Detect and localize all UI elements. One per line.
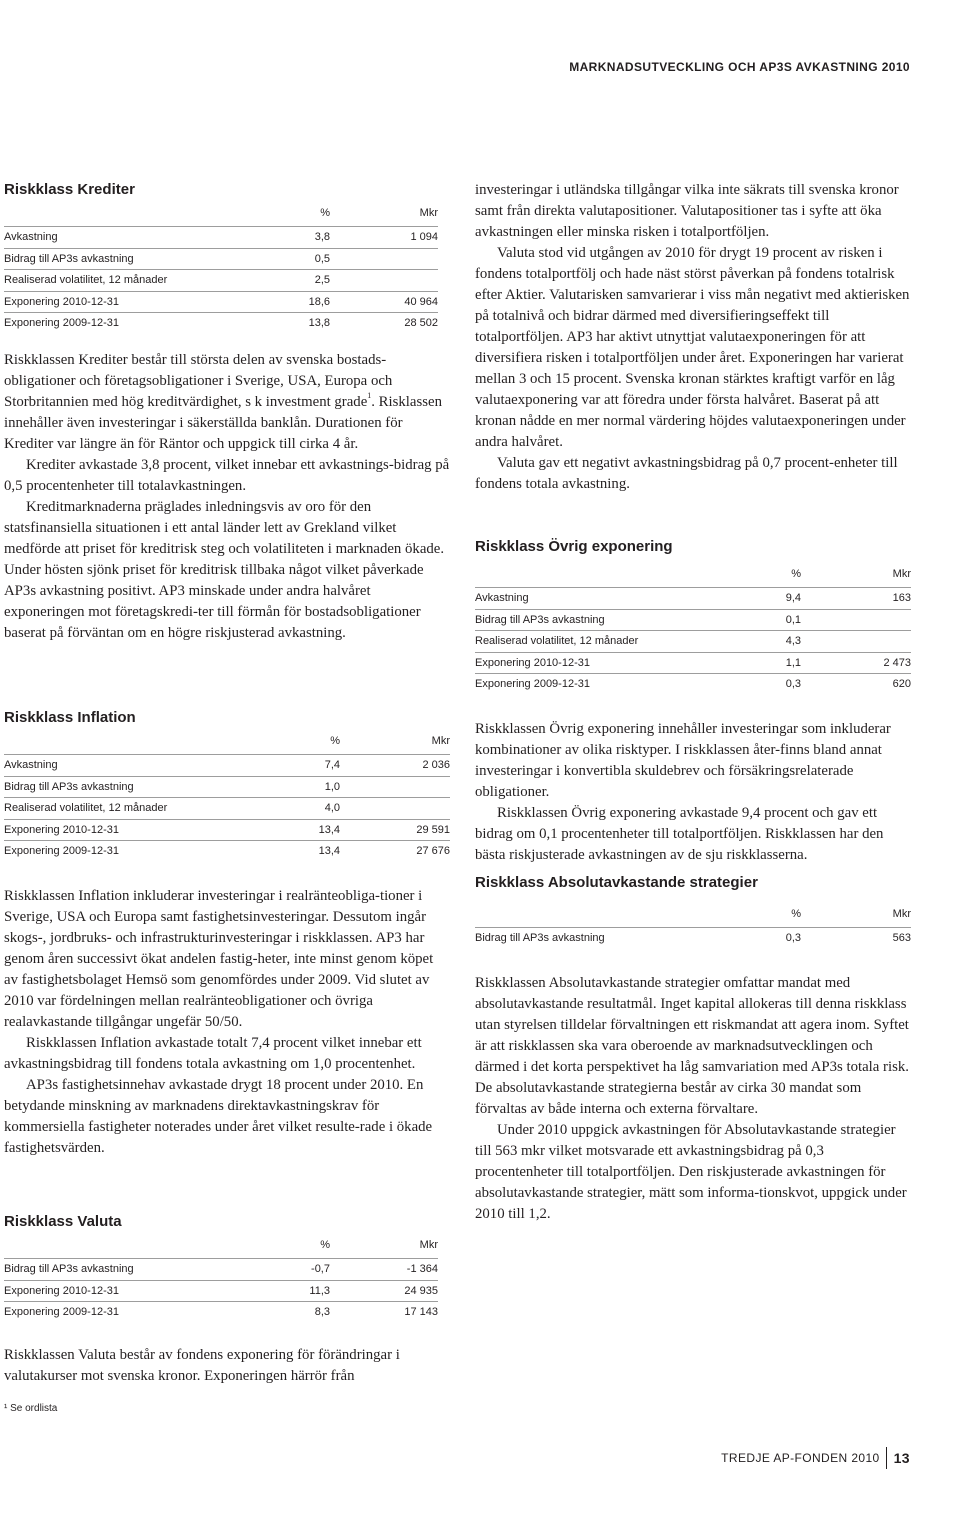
paragraph: investeringar i utländska tillgångar vilka inte säkrats till svenska kronor samt från direkta valutapositioner. Valutapositioner tas i syfte att öka avkastningen eller minska risken i totalportföljen.	[475, 182, 899, 240]
row-label: Realiserad volatilitet, 12 månader	[4, 270, 224, 292]
table-row	[475, 674, 911, 695]
row-label: Bidrag till AP3s avkastning	[4, 248, 224, 270]
row-pct: 13,4	[318, 845, 340, 858]
row-label: Bidrag till AP3s avkastning	[4, 1259, 224, 1281]
paragraph: Riskklassen Inflation avkastade totalt 7,4 procent vilket innebar ett avkastningsbidrag till fondens totala avkastning om 1,0 procentenhet.	[4, 1034, 422, 1072]
col-header-mkr: Mkr	[340, 728, 450, 755]
section-body	[475, 180, 915, 495]
col-header-mkr: Mkr	[330, 1232, 438, 1259]
row-mkr	[340, 776, 450, 798]
footnote-ref: 1	[367, 390, 372, 400]
row-pct: 8,3	[314, 1306, 330, 1319]
table-row	[4, 1280, 438, 1302]
row-mkr: 620	[892, 678, 911, 691]
row-mkr: 563	[892, 932, 911, 945]
col-header-pct: %	[224, 1232, 330, 1259]
key-figures-table	[4, 728, 450, 862]
row-mkr: 2 473	[801, 652, 911, 674]
row-label: Exponering 2010-12-31	[4, 819, 234, 841]
row-pct: 13,4	[234, 819, 340, 841]
row-pct: 0,3	[785, 932, 801, 945]
row-pct: 1,1	[695, 652, 801, 674]
row-mkr: 27 676	[416, 845, 450, 858]
section-body	[4, 886, 450, 1159]
section-body	[475, 973, 915, 1225]
row-mkr: 163	[801, 588, 911, 610]
col-header-pct: %	[224, 200, 330, 227]
row-pct: 1,0	[234, 776, 340, 798]
section-title: Riskklass Valuta	[4, 1213, 122, 1230]
row-pct: 3,8	[224, 227, 330, 249]
col-header-pct: %	[234, 728, 340, 755]
table-row	[4, 1302, 438, 1323]
section-body	[475, 719, 915, 866]
row-mkr: 28 502	[404, 317, 438, 330]
row-label: Exponering 2010-12-31	[4, 1280, 224, 1302]
row-mkr: 24 935	[330, 1280, 438, 1302]
row-pct: 7,4	[234, 755, 340, 777]
table-row	[4, 819, 450, 841]
row-pct: -0,7	[224, 1259, 330, 1281]
page-number: 13	[893, 1450, 910, 1466]
section-absolutavkastande	[475, 874, 915, 1225]
row-label: Avkastning	[475, 588, 695, 610]
key-figures-table	[4, 1232, 438, 1323]
row-pct: 0,1	[695, 609, 801, 631]
paragraph: Kreditmarknaderna präglades inledningsvis av oro för den statsfinansiella situationen i ett antal länder lett av Grekland vilket medförde att priset för kreditrisk steg och volatiliteten i marknaden ökade. Under hösten sjönk priset för kreditrisk tillbaka något vilket påverkade AP3s avkastning positivt. AP3 minskade under andra halvåret exponeringen mot företagskredi-ter till förmån för bostadsobligationer baserat på förväntan om en högre riskjusterad avkastning.	[4, 498, 445, 641]
row-pct: 2,5	[224, 270, 330, 292]
paragraph: Riskklassen Övrig exponering avkastade 9,4 procent och gav ett bidrag om 0,1 procentenheter till totalportföljen. Riskklassen har den bästa riskjusterade avkastningen av de sju riskklasserna.	[475, 804, 884, 863]
key-figures-table	[475, 901, 911, 949]
row-mkr: 2 036	[340, 755, 450, 777]
section-body	[4, 1345, 450, 1387]
table-row	[475, 928, 911, 949]
key-figures-table	[4, 200, 438, 334]
table-row	[475, 588, 911, 610]
row-label: Avkastning	[4, 227, 224, 249]
table-row	[4, 291, 438, 313]
table-row	[475, 631, 911, 653]
table-row	[4, 755, 450, 777]
row-mkr	[801, 609, 911, 631]
section-krediter	[4, 181, 450, 644]
running-header: MARKNADSUTVECKLING OCH AP3S AVKASTNING 2010	[569, 60, 910, 74]
row-mkr: 40 964	[330, 291, 438, 313]
row-mkr	[330, 248, 438, 270]
col-header-mkr: Mkr	[330, 200, 438, 227]
row-pct: 13,8	[308, 317, 330, 330]
table-row	[475, 609, 911, 631]
row-pct: 4,3	[695, 631, 801, 653]
col-header-mkr: Mkr	[801, 901, 911, 928]
page-footer	[721, 1447, 910, 1469]
row-pct: 0,5	[224, 248, 330, 270]
row-label: Realiserad volatilitet, 12 månader	[475, 631, 695, 653]
row-mkr	[330, 270, 438, 292]
table-row	[475, 652, 911, 674]
row-mkr: 29 591	[340, 819, 450, 841]
paragraph	[4, 350, 450, 455]
row-label: Exponering 2010-12-31	[4, 291, 224, 313]
paragraph-text: Riskklassen Krediter består till största delen av svenska bostads-obligationer och företagsobligationer i Sverige, USA, Europa och Storbritannien med hög kreditvärdighet, s k investment grade	[4, 351, 393, 410]
section-ovrig-exponering	[475, 538, 915, 866]
row-mkr: -1 364	[330, 1259, 438, 1281]
section-title: Riskklass Inflation	[4, 709, 136, 726]
row-label: Exponering 2010-12-31	[475, 652, 695, 674]
footnote: ¹ Se ordlista	[4, 1403, 58, 1414]
row-mkr: 1 094	[330, 227, 438, 249]
table-row	[4, 1259, 438, 1281]
section-body	[4, 350, 450, 644]
row-label: Realiserad volatilitet, 12 månader	[4, 798, 234, 820]
row-label: Exponering 2009-12-31	[475, 678, 590, 691]
valuta-continued	[475, 180, 915, 495]
paragraph: Valuta stod vid utgången av 2010 för drygt 19 procent av risken i fondens totalportfölj och hade näst störst påverkan på fondens totalrisk efter Aktier. Valutarisken samvarierar i viss mån negativt med aktierisken på totalnivå och bidrar därmed med diversifieringseffekt till totalportföljen. AP3 har aktivt utnyttjat valutaexponeringen för att diversifiera risken i totalportföljen under året. Exponeringen har varierat mellan 3 och 15 procent. Svenska kronan stärktes kraftigt varför en låg valutaexponering var att föredra under första halvåret. Baserat på att kronan nådde en mer normal värdering höjdes valutaexponeringen under andra halvåret.	[475, 245, 910, 450]
section-title: Riskklass Övrig exponering	[475, 538, 673, 555]
paragraph: Riskklassen Valuta består av fondens exponering för förändringar i valutakurser mot svenska kronor. Exponeringen härrör från	[4, 1346, 400, 1384]
row-pct: 0,3	[785, 678, 801, 691]
row-pct: 9,4	[695, 588, 801, 610]
table-row	[4, 798, 450, 820]
table-row	[4, 270, 438, 292]
row-label: Exponering 2009-12-31	[4, 317, 119, 330]
paragraph: Valuta gav ett negativt avkastningsbidrag på 0,7 procent-enheter till fondens totala avkastning.	[475, 455, 898, 492]
table-row	[4, 776, 450, 798]
col-header-mkr: Mkr	[801, 561, 911, 588]
paragraph: Under 2010 uppgick avkastningen för Absolutavkastande strategier till 563 mkr vilket motsvarade ett avkastningsbidrag på 0,3 procentenheter till totalportföljen. Den riskjusterade avkastningen för absolutavkastande strategier, mätt som informa-tionskvot, uppgick under 2010 till 1,2.	[475, 1121, 907, 1222]
row-label: Bidrag till AP3s avkastning	[4, 776, 234, 798]
col-header-pct: %	[695, 901, 801, 928]
paragraph-text: . Risklassen innehåller även investeringar i säkerställda banklån. Durationen för Krediter var längre än för Räntor och uppgick till cirka 4 år.	[4, 393, 442, 452]
table-row	[4, 841, 450, 862]
footer-divider	[886, 1447, 887, 1469]
footer-publication: TREDJE AP-FONDEN 2010	[721, 1451, 880, 1465]
table-row	[4, 248, 438, 270]
section-inflation	[4, 709, 450, 1159]
key-figures-table	[475, 561, 911, 695]
table-row	[4, 313, 438, 334]
row-pct: 4,0	[234, 798, 340, 820]
row-mkr	[801, 631, 911, 653]
row-pct: 18,6	[224, 291, 330, 313]
row-label: Exponering 2009-12-31	[4, 845, 119, 858]
paragraph: Riskklassen Absolutavkastande strategier omfattar mandat med absolutavkastande resultatmål. Inget kapital allokeras till denna riskklass utan styrelsen tilldelar förvaltningen ett riskmandat att agera inom. Syftet är att riskklassen ska vara oberoende av marknadsutvecklingen och därmed i det korta perspektivet ha låg samvariation med AP3s totala risk. De absolutavkastande strategierna består av cirka 30 mandat som förvaltas av både interna och externa förvaltare.	[475, 974, 909, 1117]
row-mkr: 17 143	[404, 1306, 438, 1319]
row-label: Bidrag till AP3s avkastning	[475, 932, 605, 945]
row-label: Exponering 2009-12-31	[4, 1306, 119, 1319]
section-title: Riskklass Krediter	[4, 181, 135, 198]
paragraph: Riskklassen Inflation inkluderar investeringar i realränteobliga-tioner i Sverige, USA och Europa samt fastighetsinvesteringar. Dessutom ingår skogs-, jordbruks- och infrastrukturinvesteringar i riskklassen. AP3 har genom åren successivt ökat andelen fastig-heter, inte minst genom köpet av fastighetsbolaget Hemsö som genomfördes under 2009. Vid slutet av 2010 var fördelningen mellan realränteobligationer och övriga realavkastande tillgångar ungefär 50/50.	[4, 887, 434, 1030]
row-pct: 11,3	[224, 1280, 330, 1302]
paragraph: Krediter avkastade 3,8 procent, vilket innebar ett avkastnings-bidrag på 0,5 procentenheter till totalavkastningen.	[4, 456, 450, 494]
section-title: Riskklass Absolutavkastande strategier	[475, 874, 758, 891]
section-valuta	[4, 1213, 450, 1387]
table-row	[4, 227, 438, 249]
paragraph: Riskklassen Övrig exponering innehåller investeringar som inkluderar kombinationer av olika risktyper. I riskklassen åter-finns bland annat investeringar i konvertibla skuldebrev och försäkringsrelaterade obligationer.	[475, 720, 891, 800]
paragraph: AP3s fastighetsinnehav avkastade drygt 18 procent under 2010. En betydande minskning av marknadens direktavkastningskrav för kommersiella fastigheter noterades under året vilket resulte-rade i ökade fastighetsvärden.	[4, 1076, 433, 1156]
row-label: Bidrag till AP3s avkastning	[475, 609, 695, 631]
col-header-pct: %	[695, 561, 801, 588]
row-label: Avkastning	[4, 755, 234, 777]
row-mkr	[340, 798, 450, 820]
